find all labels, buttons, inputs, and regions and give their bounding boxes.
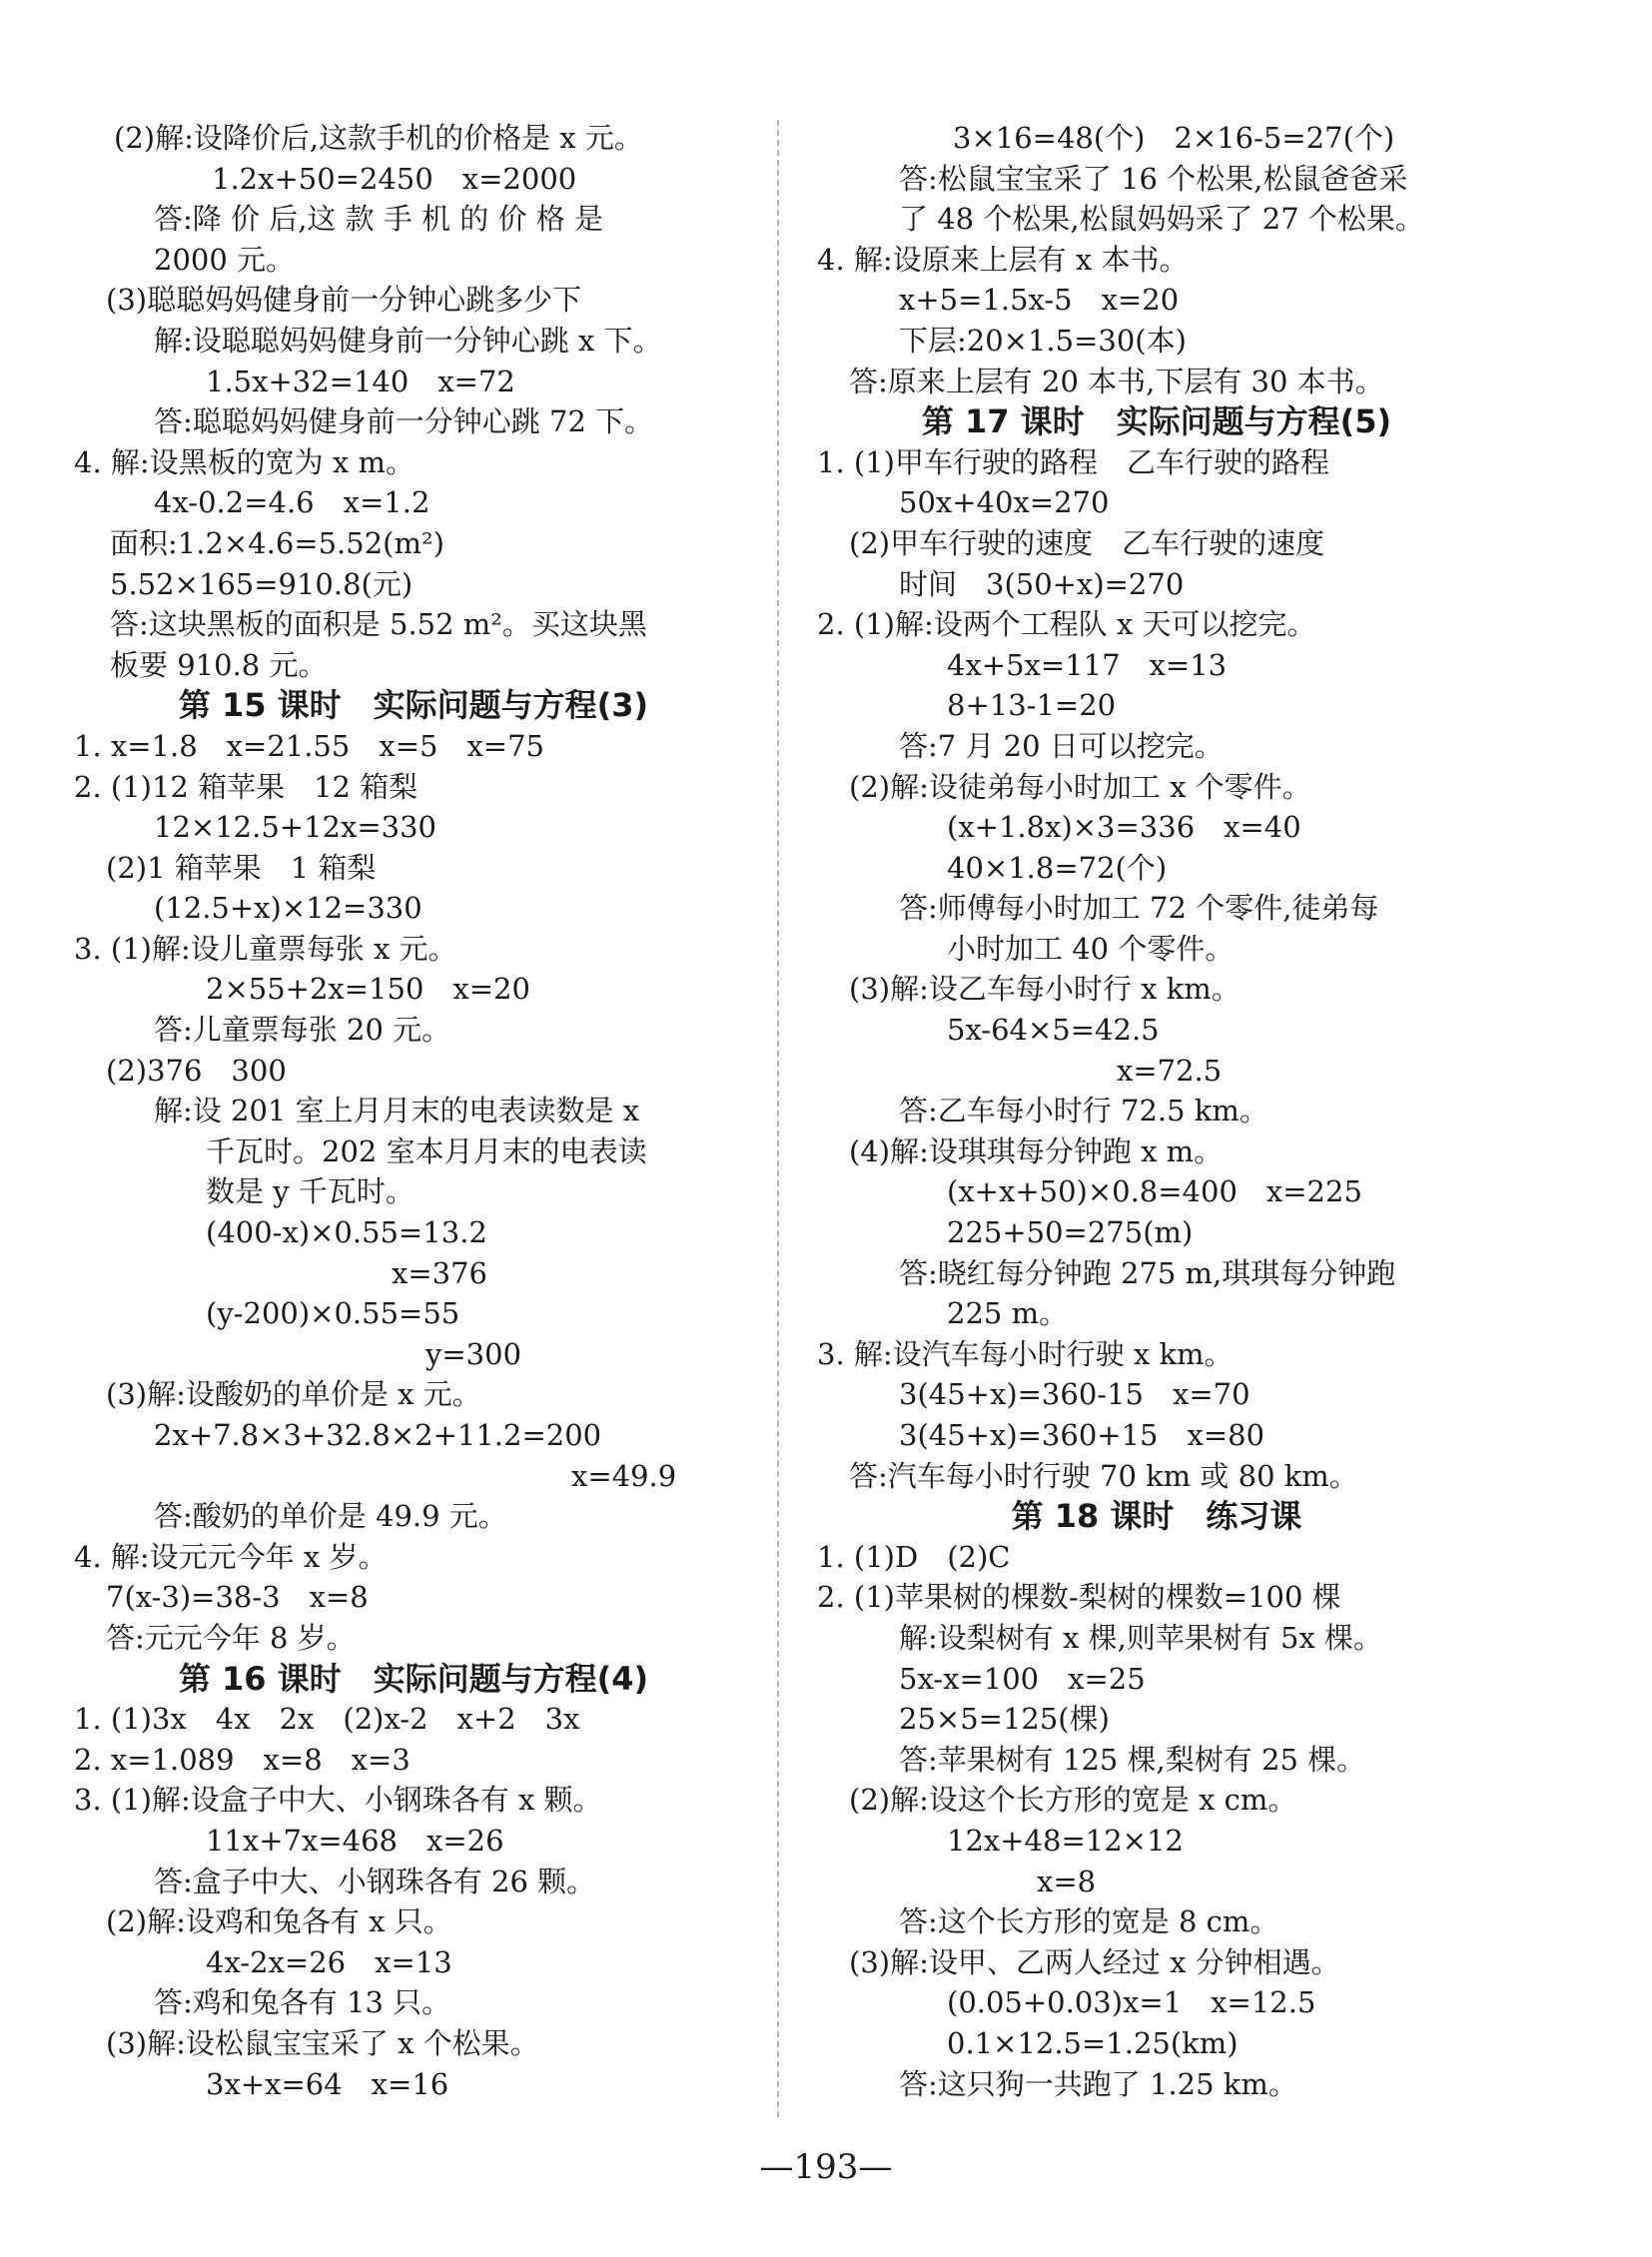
text-line: 2000 元。 (154, 242, 296, 277)
text-line: 2. x=1.089 x=8 x=3 (74, 1742, 411, 1777)
page-number: —193— (759, 2147, 893, 2187)
text-line: (2)解:设这个长方形的宽是 x cm。 (849, 1783, 1297, 1818)
text-line: (2)解:设鸡和兔各有 x 只。 (106, 1904, 452, 1939)
text-line: 1. x=1.8 x=21.55 x=5 x=75 (74, 728, 544, 763)
text-line: 1. (1)甲车行驶的路程 乙车行驶的路程 (817, 444, 1329, 479)
text-line: 答:师傅每小时加工 72 个零件,徒弟每 (899, 891, 1379, 926)
text-line: (3)解:设甲、乙两人经过 x 分钟相遇。 (849, 1944, 1340, 1979)
text-line: 解:设梨树有 x 棵,则苹果树有 5x 棵。 (899, 1620, 1383, 1655)
text-line: 1.2x+50=2450 x=2000 (212, 161, 577, 196)
text-line: 12×12.5+12x=330 (154, 810, 436, 845)
text-line: (12.5+x)×12=330 (154, 891, 422, 926)
text-line: 答:元元今年 8 岁。 (106, 1620, 356, 1655)
text-line: 1. (1)D (2)C (817, 1539, 1011, 1574)
text-line: 解:设聪聪妈妈健身前一分钟心跳 x 下。 (154, 323, 662, 358)
text-line: 小时加工 40 个零件。 (947, 931, 1235, 966)
text-line: 面积:1.2×4.6=5.52(m²) (110, 525, 444, 560)
text-line: (x+x+50)×0.8=400 x=225 (947, 1174, 1362, 1209)
text-line: (400-x)×0.55=13.2 (206, 1215, 487, 1250)
text-line: x+5=1.5x-5 x=20 (899, 283, 1180, 318)
text-line: 时间 3(50+x)=270 (899, 566, 1185, 601)
text-line: (3)解:设松鼠宝宝采了 x 个松果。 (106, 2025, 539, 2060)
text-line: 2x+7.8×3+32.8×2+11.2=200 (154, 1418, 602, 1452)
text-line: 答:原来上层有 20 本书,下层有 30 本书。 (849, 364, 1384, 398)
text-line: 2. (1)解:设两个工程队 x 天可以挖完。 (817, 607, 1316, 642)
text-line: 12x+48=12×12 (947, 1823, 1184, 1858)
section-heading: 第 15 课时 实际问题与方程(3) (178, 686, 649, 725)
text-line: 11x+7x=468 x=26 (206, 1823, 504, 1858)
text-line: (0.05+0.03)x=1 x=12.5 (947, 1985, 1316, 2020)
text-line: (4)解:设琪琪每分钟跑 x m。 (849, 1133, 1224, 1168)
text-line: 答:鸡和兔各有 13 只。 (154, 1985, 451, 2020)
text-line: 答:酸奶的单价是 49.9 元。 (154, 1499, 507, 1534)
text-line: 7(x-3)=38-3 x=8 (106, 1580, 369, 1615)
text-line: 2. (1)苹果树的棵数-梨树的棵数=100 棵 (817, 1580, 1341, 1615)
text-line: 4. 解:设原来上层有 x 本书。 (817, 242, 1189, 277)
text-line: 225 m。 (947, 1296, 1069, 1331)
text-line: 5x-64×5=42.5 (947, 1013, 1160, 1048)
section-heading: 第 16 课时 实际问题与方程(4) (178, 1659, 649, 1698)
text-line: 答:苹果树有 125 棵,梨树有 25 棵。 (899, 1742, 1366, 1777)
text-line: 3x+x=64 x=16 (206, 2066, 449, 2101)
text-line: 答:这只狗一共跑了 1.25 km。 (899, 2066, 1297, 2101)
text-line: 解:设 201 室上月月末的电表读数是 x (154, 1094, 640, 1128)
text-line: 答:7 月 20 日可以挖完。 (899, 728, 1224, 763)
right-column (817, 118, 1496, 2104)
text-line: 25×5=125(棵) (899, 1702, 1110, 1737)
text-line: 0.1×12.5=1.25(km) (947, 2025, 1239, 2060)
text-line: (2)1 箱苹果 1 箱梨 (106, 850, 377, 885)
text-line: (2)解:设降价后,这款手机的价格是 x 元。 (114, 121, 643, 155)
text-line: 数是 y 千瓦时。 (206, 1174, 414, 1209)
text-line: 3×16=48(个) 2×16-5=27(个) (953, 121, 1395, 155)
text-line: 40×1.8=72(个) (947, 850, 1168, 885)
text-line: 225+50=275(m) (947, 1215, 1194, 1250)
text-line: 答:晓红每分钟跑 275 m,琪琪每分钟跑 (899, 1255, 1396, 1290)
text-line: 1. (1)3x 4x 2x (2)x-2 x+2 3x (74, 1702, 580, 1737)
text-line: (2)376 300 (106, 1053, 287, 1088)
text-line: (y-200)×0.55=55 (206, 1296, 460, 1331)
text-line: 3. (1)解:设盒子中大、小钢珠各有 x 颗。 (74, 1783, 602, 1818)
text-line: 答:降 价 后,这 款 手 机 的 价 格 是 (154, 202, 603, 237)
text-line: (3)聪聪妈妈健身前一分钟心跳多少下 (106, 283, 582, 318)
section-heading: 第 18 课时 练习课 (1011, 1497, 1302, 1536)
text-line: 3. 解:设汽车每小时行驶 x km。 (817, 1336, 1234, 1371)
text-line: (3)解:设酸奶的单价是 x 元。 (106, 1377, 481, 1412)
text-line: 答:这个长方形的宽是 8 cm。 (899, 1904, 1279, 1939)
text-line: 1.5x+32=140 x=72 (206, 364, 515, 398)
text-line: 板要 910.8 元。 (110, 647, 328, 682)
text-line: x=8 (1037, 1864, 1097, 1898)
text-line: (3)解:设乙车每小时行 x km。 (849, 972, 1240, 1007)
text-line: 4. 解:设黑板的宽为 x m。 (74, 444, 414, 479)
text-line: 下层:20×1.5=30(本) (899, 323, 1187, 358)
text-line: 答:乙车每小时行 72.5 km。 (899, 1094, 1268, 1128)
text-line: 3(45+x)=360+15 x=80 (899, 1418, 1265, 1452)
text-line: (2)解:设徒弟每小时加工 x 个零件。 (849, 769, 1311, 804)
text-line: 答:这块黑板的面积是 5.52 m²。买这块黑 (110, 607, 647, 642)
text-line: 答:儿童票每张 20 元。 (154, 1013, 451, 1048)
text-line: (2)甲车行驶的速度 乙车行驶的速度 (849, 525, 1325, 560)
text-line: 千瓦时。202 室本月月末的电表读 (206, 1133, 647, 1168)
text-line: 2. (1)12 箱苹果 12 箱梨 (74, 769, 418, 804)
text-line: 4x-2x=26 x=13 (206, 1944, 452, 1979)
text-line: 答:盒子中大、小钢珠各有 26 颗。 (154, 1864, 596, 1898)
section-heading: 第 17 课时 实际问题与方程(5) (921, 402, 1392, 441)
text-line: x=72.5 (1117, 1053, 1223, 1088)
text-line: 5x-x=100 x=25 (899, 1661, 1146, 1696)
text-line: 了 48 个松果,松鼠妈妈采了 27 个松果。 (899, 202, 1424, 237)
text-line: 3(45+x)=360-15 x=70 (899, 1377, 1250, 1412)
text-line: 50x+40x=270 (899, 485, 1110, 520)
text-line: 4x-0.2=4.6 x=1.2 (154, 485, 430, 520)
text-line: 答:汽车每小时行驶 70 km 或 80 km。 (849, 1458, 1358, 1493)
text-line: 4x+5x=117 x=13 (947, 647, 1228, 682)
text-line: 8+13-1=20 (947, 688, 1117, 723)
column-divider (777, 120, 779, 2117)
text-line: x=49.9 (571, 1458, 677, 1493)
text-line: 答:聪聪妈妈健身前一分钟心跳 72 下。 (154, 404, 654, 439)
text-line: x=376 (392, 1255, 488, 1290)
text-line: 4. 解:设元元今年 x 岁。 (74, 1539, 388, 1574)
text-line: 答:松鼠宝宝采了 16 个松果,松鼠爸爸采 (899, 161, 1408, 196)
text-line: (x+1.8x)×3=336 x=40 (947, 810, 1301, 845)
text-line: 2×55+2x=150 x=20 (206, 972, 530, 1007)
text-line: 3. (1)解:设儿童票每张 x 元。 (74, 931, 457, 966)
left-column (74, 118, 753, 2104)
text-line: y=300 (425, 1336, 522, 1371)
text-line: 5.52×165=910.8(元) (110, 566, 413, 601)
